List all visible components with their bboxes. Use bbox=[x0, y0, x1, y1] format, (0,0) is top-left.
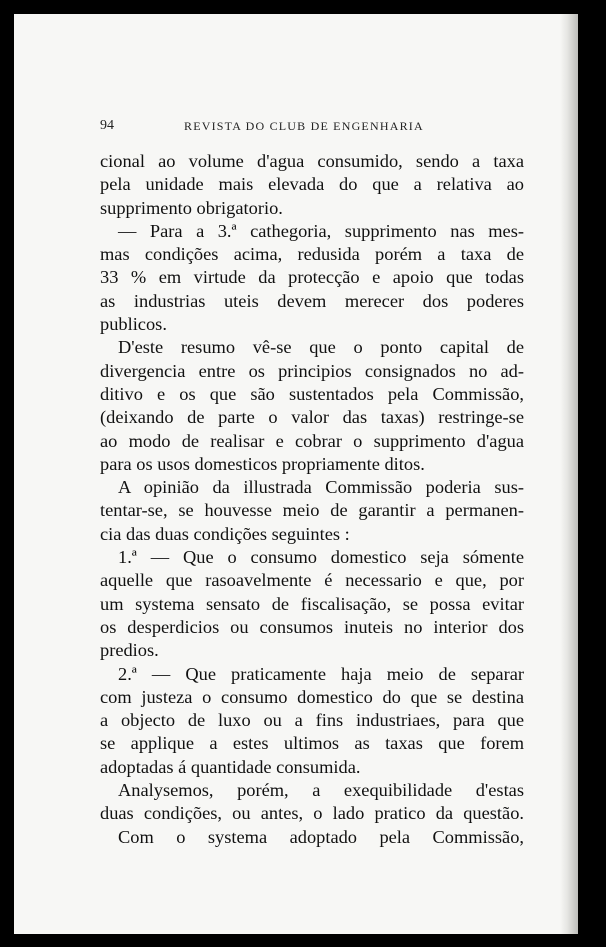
text-line: supprimento obrigatorio. bbox=[100, 197, 283, 218]
text-line: tentar-se, se houvesse meio de garantir a permanen- bbox=[100, 500, 524, 521]
text-line: pela unidade mais elevada do que a relativa ao bbox=[100, 174, 524, 195]
text-line: D'este resumo vê-se que o ponto capital de bbox=[118, 337, 524, 358]
text-line: cia das duas condições seguintes : bbox=[100, 523, 350, 544]
page-number: 94 bbox=[100, 118, 114, 133]
text-line: com justeza o consumo domestico do que se destina bbox=[100, 686, 524, 707]
text-line: (deixando de parte o valor das taxas) restringe-se bbox=[100, 407, 524, 428]
body-text bbox=[100, 150, 524, 849]
text-line: duas condições, ou antes, o lado pratico da questão. bbox=[100, 803, 524, 824]
page-header bbox=[100, 118, 540, 138]
text-line: mas condições acima, redusida porém a taxa de bbox=[100, 244, 524, 265]
text-line: as industrias uteis devem merecer dos poderes bbox=[100, 290, 524, 311]
text-line: se applique a estes ultimos as taxas que forem bbox=[100, 733, 524, 754]
text-line: divergencia entre os principios consignados no ad- bbox=[100, 360, 524, 381]
text-line: os desperdicios ou consumos inuteis no interior dos bbox=[100, 616, 524, 637]
book-page bbox=[14, 14, 578, 934]
text-line: 33 % em virtude da protecção e apoio que todas bbox=[100, 267, 524, 288]
text-line: predios. bbox=[100, 640, 159, 661]
text-line: publicos. bbox=[100, 314, 167, 335]
text-line: ao modo de realisar e cobrar o supprimento d'agua bbox=[100, 430, 524, 451]
text-line: — Para a 3.ª cathegoria, supprimento nas mes- bbox=[118, 220, 524, 241]
running-head: REVISTA DO CLUB DE ENGENHARIA bbox=[184, 119, 424, 133]
text-line: Analysemos, porém, a exequibilidade d'estas bbox=[118, 780, 524, 801]
text-line: ditivo e os que são sustentados pela Commissão, bbox=[100, 383, 524, 404]
text-line: 1.ª — Que o consumo domestico seja sómente bbox=[118, 547, 524, 568]
page-gutter-shadow bbox=[560, 14, 578, 934]
text-line: 2.ª — Que praticamente haja meio de separar bbox=[118, 663, 524, 684]
text-line: para os usos domesticos propriamente ditos. bbox=[100, 453, 425, 474]
text-line: A opinião da illustrada Commissão poderia sus- bbox=[118, 477, 524, 498]
text-line: aquelle que rasoavelmente é necessario e que, por bbox=[100, 570, 524, 591]
text-line: cional ao volume d'agua consumido, sendo a taxa bbox=[100, 151, 524, 171]
text-line: adoptadas á quantidade consumida. bbox=[100, 756, 361, 777]
text-line: Com o systema adoptado pela Commissão, bbox=[118, 826, 524, 847]
text-line: a objecto de luxo ou a fins industriaes, para que bbox=[100, 710, 524, 731]
text-line: um systema sensato de fiscalisação, se possa evitar bbox=[100, 593, 524, 614]
